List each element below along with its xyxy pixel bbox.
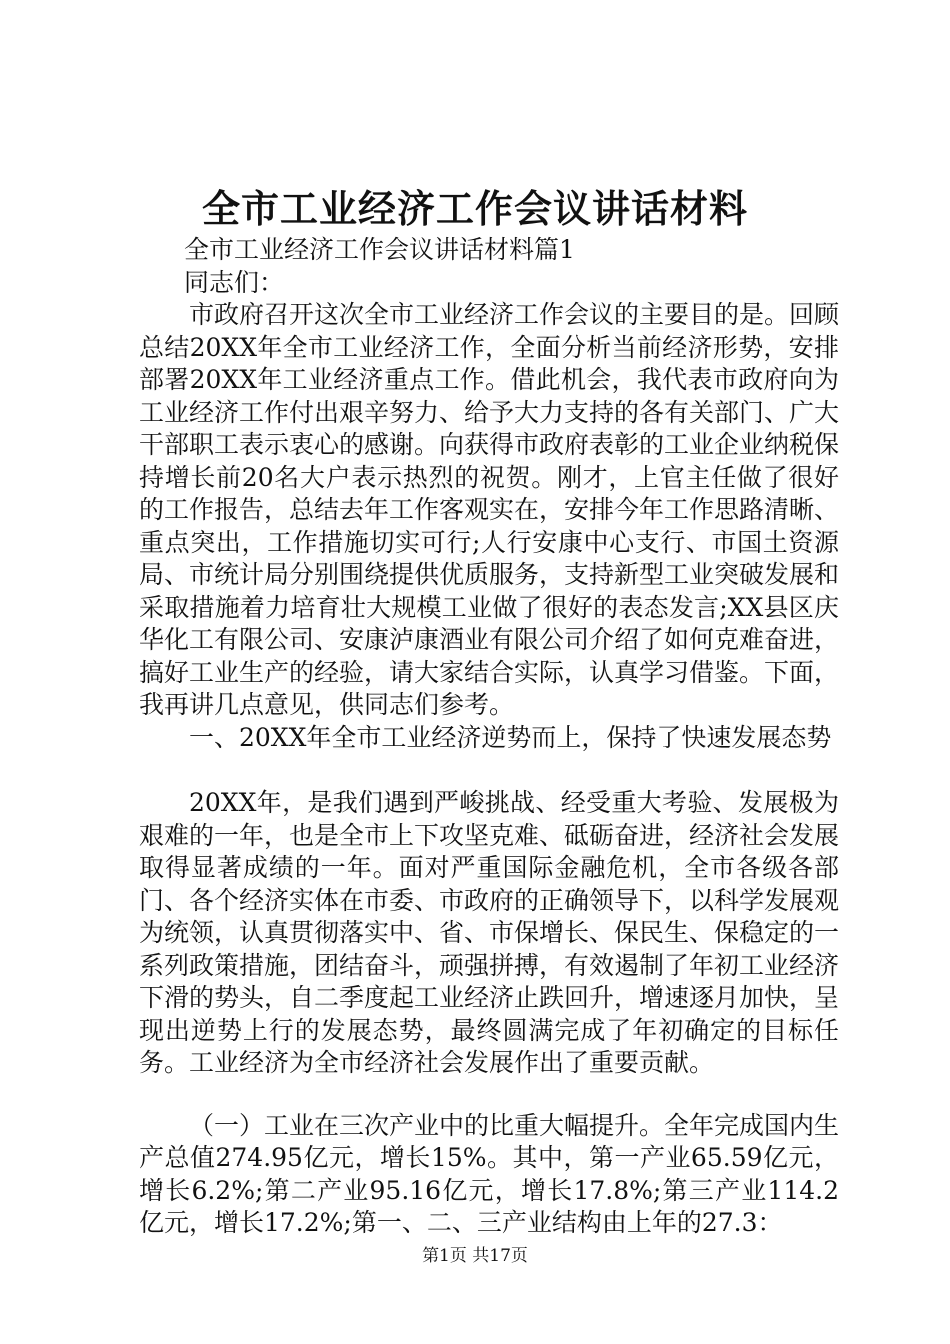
body-paragraph-1: 市政府召开这次全市工业经济工作会议的主要目的是。回顾总结20XX年全市工业经济工作，全面分析当前经济形势，安排部署20XX年工业经济重点工作。借此机会，我代表市政府向为工业经济工作付出艰辛努力、给予大力支持的各有关部门、广大干部职工表示衷心的感谢。向获得市政府表彰的工业企业纳税保持增长前20名大户表示热烈的祝贺。刚才，上官主任做了很好的工作报告，总结去年工作客观实在，安排今年工作思路清晰、重点突出，工作措施切实可行;人行安康中心支行、市国土资源局、市统计局分别围绕提供优质服务，支持新型工业突破发展和采取措施着力培育壮大规模工业做了很好的表态发言;XX县区庆华化工有限公司、安康泸康酒业有限公司介绍了如何克难奋进，搞好工业生产的经验，请大家结合实际，认真学习借鉴。下面，我再讲几点意见，供同志们参考。 [139, 300, 840, 719]
body-paragraph-2: 20XX年，是我们遇到严峻挑战、经受重大考验、发展极为艰难的一年，也是全市上下攻坚克难、砥砺奋进，经济社会发展取得显著成绩的一年。面对严重国际金融危机，全市各级各部门、各个经济实体在市委、市政府的正确领导下，以科学发展观为统领，认真贯彻落实中、省、市保增长、保民生、保稳定的一系列政策措施，团结奋斗，顽强拼搏，有效遏制了年初工业经济下滑的势头，自二季度起工业经济止跌回升，增速逐月加快，呈现出逆势上行的发展态势，最终圆满完成了年初确定的目标任务。工业经济为全市经济社会发展作出了重要贡献。 [139, 788, 840, 1077]
salutation: 同志们： [184, 267, 285, 297]
document-body [139, 234, 839, 1240]
body-paragraph-3: （一）工业在三次产业中的比重大幅提升。全年完成国内生产总值274.95亿元，增长15%。其中，第一产业65.59亿元，增长6.2%;第二产业95.16亿元，增长17.8%;第三产业114.2亿元，增长17.2%;第一、二、三产业结构由上年的27.3： [139, 1110, 840, 1237]
document-subtitle: 全市工业经济工作会议讲话材料篇1 [184, 235, 575, 264]
section-heading-1: 一、20XX年全市工业经济逆势而上，保持了快速发展态势 [189, 722, 832, 752]
page-footer: 第1页 共17页 [422, 1246, 528, 1266]
document-title: 全市工业经济工作会议讲话材料 [201, 186, 748, 231]
